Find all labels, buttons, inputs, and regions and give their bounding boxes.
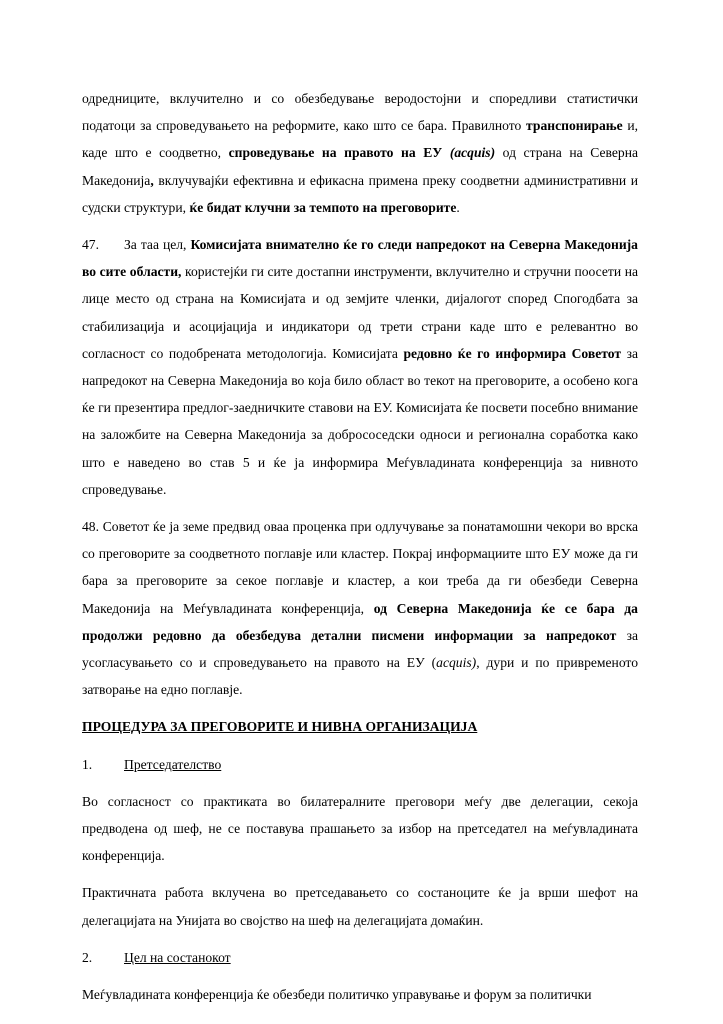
italic-text: acquis) xyxy=(436,655,477,671)
text-run: За таа цел, xyxy=(124,237,191,253)
text-run: и, каде што е соодветно, xyxy=(82,118,638,161)
paragraph-number: 47. xyxy=(82,237,99,253)
subsection-title: Цел на состанокот xyxy=(124,949,231,965)
section-heading: ПРОЦЕДУРА ЗА ПРЕГОВОРИТЕ И НИВНА ОРГАНИЗАЦИЈА xyxy=(82,719,478,735)
bold-italic-text: (acquis) xyxy=(449,145,496,161)
paragraph-47 xyxy=(82,231,638,503)
paragraph-48 xyxy=(82,513,638,703)
subsection-title: Претседателство xyxy=(124,756,222,772)
bold-text: од Северна Македонија ќе се бара да продолжи редовно да обезбедува детални писмени информации за напредокот xyxy=(82,600,638,643)
text-run: за усогласувањето со и спроведувањето на правото на ЕУ ( xyxy=(82,627,638,671)
document-page xyxy=(82,85,638,1018)
subsection-number: 1. xyxy=(82,756,93,772)
bold-text: транспонирање xyxy=(526,118,623,134)
subsection-number: 2. xyxy=(82,949,93,965)
text-run: . xyxy=(456,199,460,215)
paragraph-continuation xyxy=(82,85,638,221)
subsection-heading-presidency xyxy=(82,751,638,778)
text-run: за напредокот на Северна Македонија во која било област во текот на преговорите, а особено кога ќе ги презентира предлог-заедничките ставови на ЕУ. Комисијата ќе посвети посебно внимание на заложбите на Северна Македонија за добрососедски односи и регионална соработка како што е наведено во став 5 и ќе ја информира Меѓувладината конференција за нивното спроведување. xyxy=(82,345,638,497)
text-run: , дури и по привременото затворање на едно поглавје. xyxy=(82,655,638,698)
paragraph-meeting-purpose: Меѓувладината конференција ќе обезбеди политичко управување и форум за политички xyxy=(82,987,592,1003)
text-run: од страна на Северна Македонија xyxy=(82,145,639,188)
bold-text: , xyxy=(150,172,154,188)
text-run: 48. Советот ќе ја земе предвид оваа проценка при одлучување за понатамошни чекори во врска со преговорите за соодветното поглавје или кластер. Покрај информациите што ЕУ може да ги бара за преговорите за секое поглавје и кластер, а кои треба да ги обезбеди Северна Македонија на Меѓувладината конференција, xyxy=(82,519,638,616)
text-run: вклучувајќи ефективна и ефикасна примена преку соодветни административни и судски структури, xyxy=(82,172,638,215)
paragraph-presidency-2: Практичната работа вклучена во претседавањето со состаноците ќе ја врши шефот на делегацијата на Унијата во својство на шеф на делегацијата домаќин. xyxy=(82,885,638,928)
text-run: одредниците, вклучително и со обезбедување веродостојни и споредливи статистички податоци за спроведувањето на реформите, како што се бара. Правилното xyxy=(82,91,638,134)
paragraph-presidency-1: Во согласност со практиката во билатералните преговори меѓу две делегации, секоја предводена од шеф, не се поставува прашањето за избор на претседател на меѓувладината конференција. xyxy=(82,793,638,864)
bold-text: спроведување на правото на ЕУ xyxy=(228,145,450,161)
subsection-heading-meeting-purpose xyxy=(82,944,638,971)
bold-text: Комисијата внимателно ќе го следи напредокот на Северна Македонија во сите области, xyxy=(82,237,638,280)
bold-text: ќе бидат клучни за темпото на преговорите xyxy=(189,199,457,215)
bold-text: редовно ќе го информира Советот xyxy=(403,345,622,361)
text-run: користејќи ги сите достапни инструменти, вклучително и стручни поосети на лице место од страна на Комисијата и од земјите членки, дијалогот според Спогодбата за стабилизација и асоцијација и индикатори од трети страни каде што е релевантно во согласност со подобрената методологија. Комисијата xyxy=(82,264,638,361)
